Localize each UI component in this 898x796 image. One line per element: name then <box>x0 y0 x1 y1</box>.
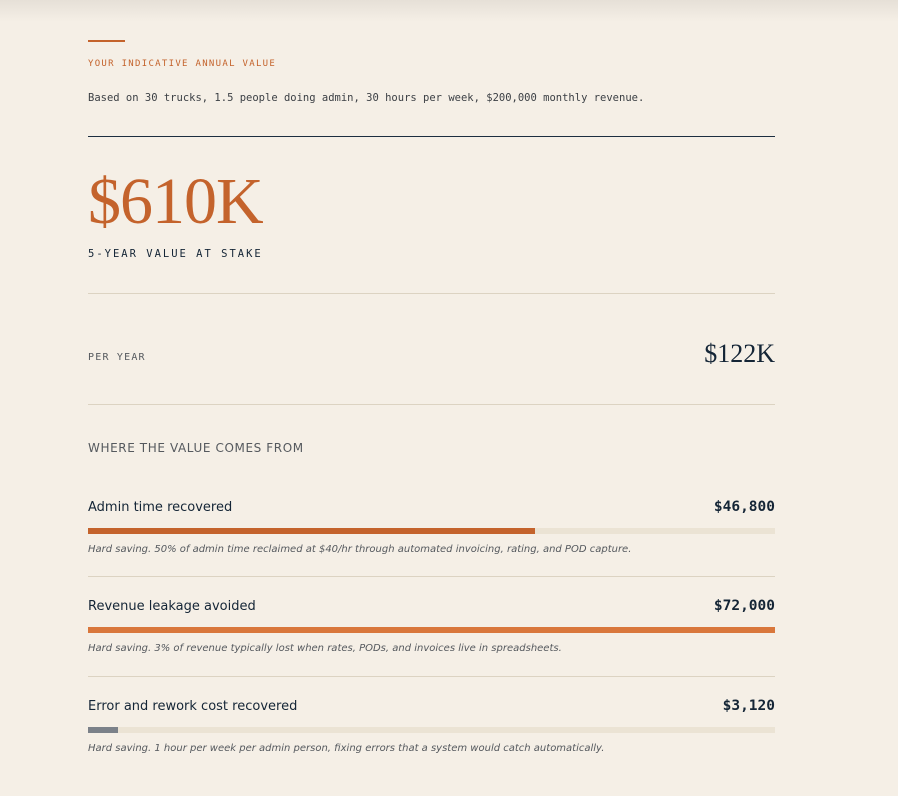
per-year-value: $122K <box>704 339 775 368</box>
breakdown-title: WHERE THE VALUE COMES FROM <box>88 441 304 455</box>
item-note: Hard saving. 1 hour per week per admin person, fixing errors that a system would catch automatically. <box>88 743 605 754</box>
value-bar-track <box>88 528 775 534</box>
item-note: Hard saving. 3% of revenue typically lost when rates, PODs, and invoices live in spreadsheets. <box>88 643 562 654</box>
value-bar-fill <box>88 627 775 633</box>
breakdown-item-admin-time <box>88 500 775 580</box>
value-bar-track <box>88 727 775 733</box>
top-shadow <box>0 0 898 22</box>
divider <box>88 293 775 294</box>
five-year-value: $610K <box>88 165 263 238</box>
item-amount: $46,800 <box>713 499 775 515</box>
divider <box>88 404 775 405</box>
item-label: Error and rework cost recovered <box>88 699 298 714</box>
item-amount: $3,120 <box>722 698 775 714</box>
accent-rule <box>88 40 125 42</box>
assumptions-text: Based on 30 trucks, 1.5 people doing admin, 30 hours per week, $200,000 monthly revenue. <box>88 92 645 104</box>
divider <box>88 136 775 137</box>
value-bar-fill <box>88 727 118 733</box>
item-amount: $72,000 <box>713 598 775 614</box>
five-year-caption: 5-YEAR VALUE AT STAKE <box>88 248 263 260</box>
value-bar-track <box>88 627 775 633</box>
divider <box>88 576 775 577</box>
divider <box>88 676 775 677</box>
breakdown-item-error-rework <box>88 699 775 779</box>
item-label: Admin time recovered <box>88 500 233 515</box>
section-eyebrow: YOUR INDICATIVE ANNUAL VALUE <box>88 59 277 69</box>
per-year-label: PER YEAR <box>88 352 146 363</box>
item-label: Revenue leakage avoided <box>88 599 256 614</box>
item-note: Hard saving. 50% of admin time reclaimed at $40/hr through automated invoicing, rating, and POD capture. <box>88 544 632 555</box>
value-bar-fill <box>88 528 535 534</box>
breakdown-item-revenue-leakage <box>88 599 775 679</box>
